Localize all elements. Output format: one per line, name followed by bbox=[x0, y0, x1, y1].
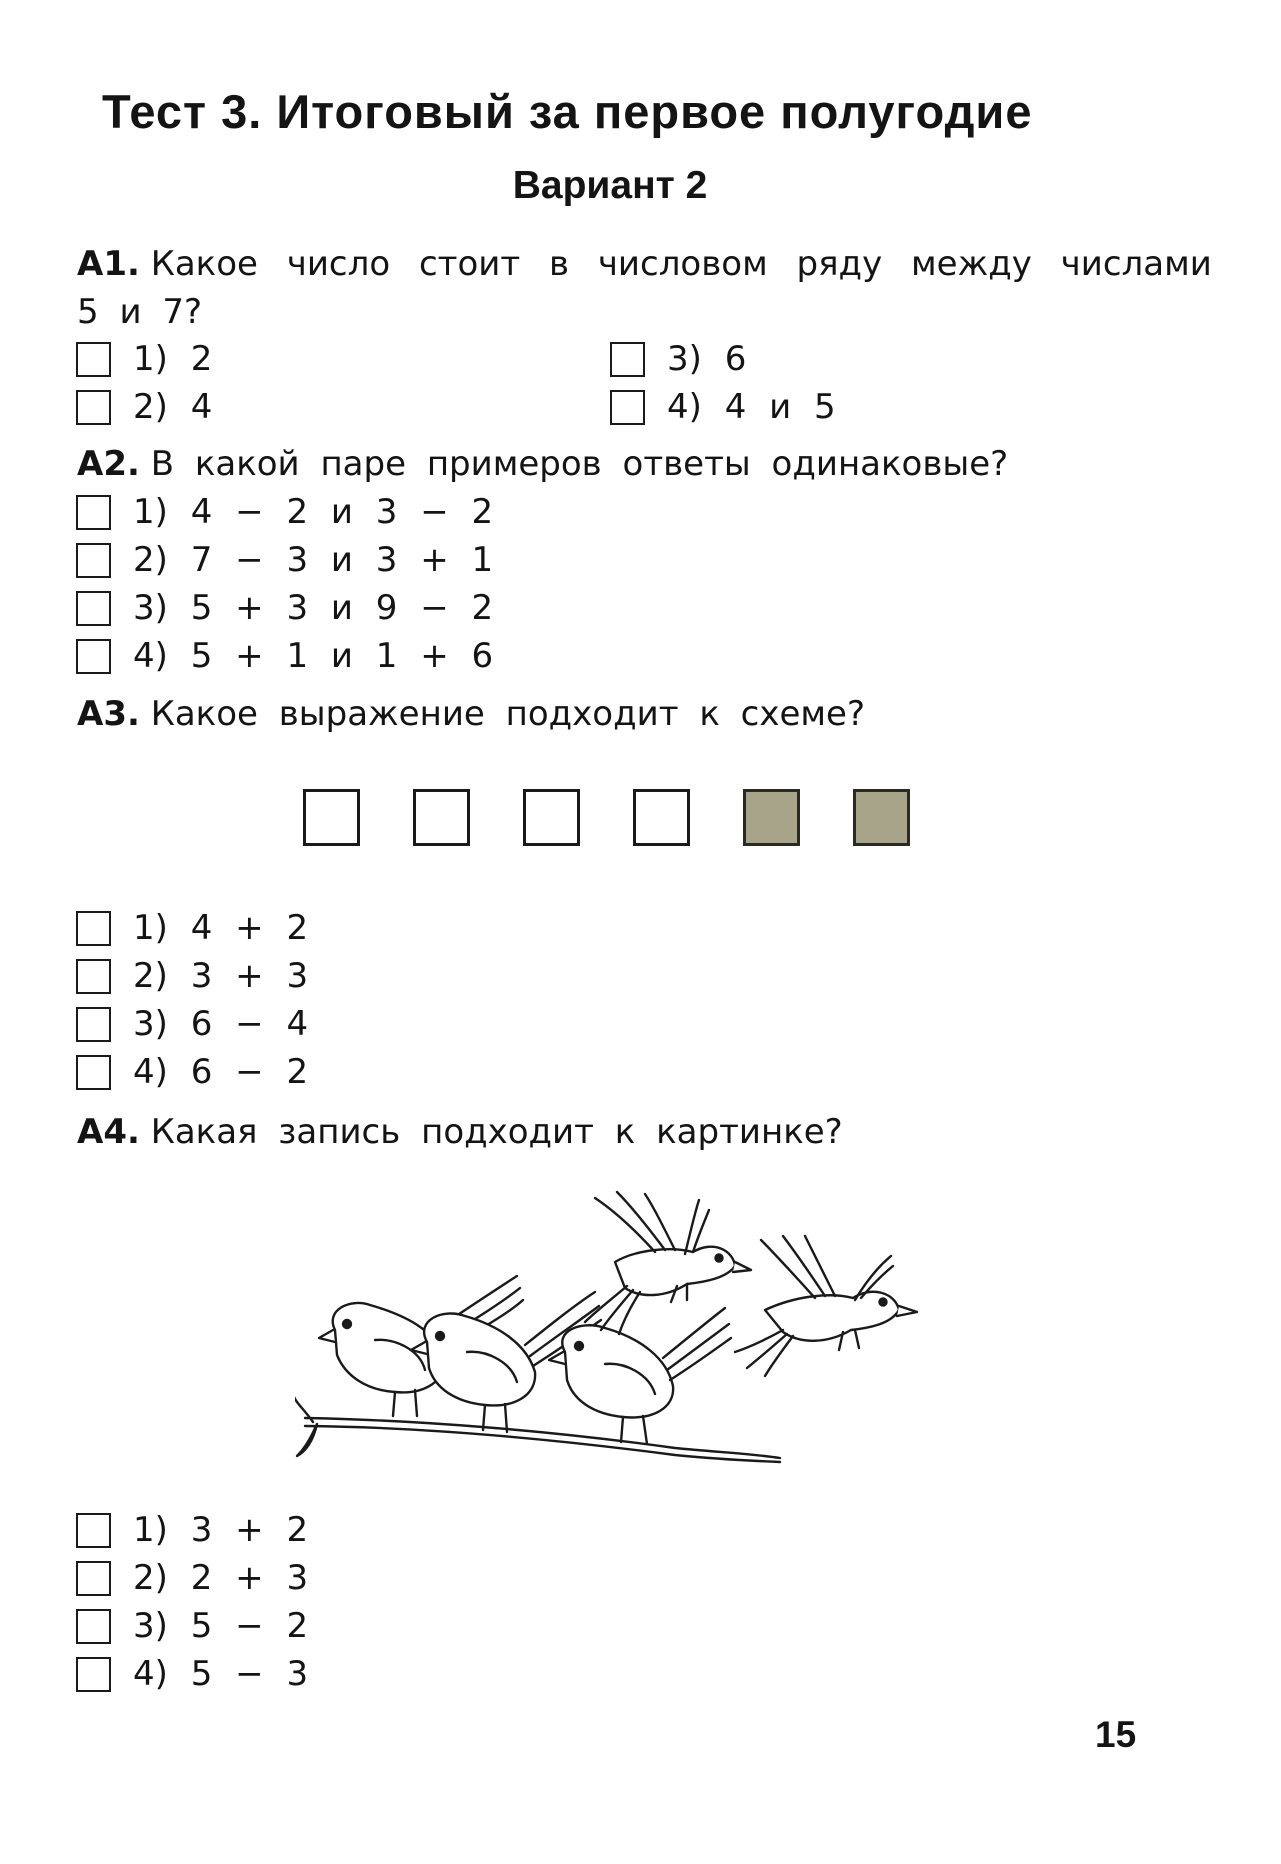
question-text: Какое число стоит в числовом ряду между числами bbox=[150, 244, 1212, 284]
option-label: 3) 6 bbox=[667, 339, 747, 379]
answer-checkbox[interactable] bbox=[76, 390, 111, 425]
option-label: 3) 6 − 4 bbox=[133, 1004, 309, 1044]
answer-checkbox[interactable] bbox=[76, 1007, 111, 1042]
answer-checkbox[interactable] bbox=[76, 639, 111, 674]
scheme-diagram bbox=[303, 789, 910, 846]
option-label: 2) 3 + 3 bbox=[133, 956, 309, 996]
option-a2-1[interactable] bbox=[76, 490, 493, 534]
answer-checkbox[interactable] bbox=[76, 1657, 111, 1692]
option-label: 4) 5 + 1 и 1 + 6 bbox=[133, 636, 494, 676]
answer-checkbox[interactable] bbox=[76, 591, 111, 626]
option-label: 4) 5 − 3 bbox=[133, 1654, 309, 1694]
option-label: 1) 3 + 2 bbox=[133, 1510, 309, 1550]
option-a4-2[interactable] bbox=[76, 1556, 308, 1600]
flying-bird bbox=[735, 1236, 917, 1376]
variant-heading: Вариант 2 bbox=[512, 164, 708, 207]
option-label: 3) 5 + 3 и 9 − 2 bbox=[133, 588, 494, 628]
branch bbox=[295, 1394, 780, 1462]
answer-checkbox[interactable] bbox=[76, 959, 111, 994]
answer-checkbox[interactable] bbox=[76, 342, 111, 377]
question-text-continued: 5 и 7? bbox=[77, 292, 203, 332]
option-label: 1) 2 bbox=[133, 339, 213, 379]
answer-checkbox[interactable] bbox=[76, 1561, 111, 1596]
question-text: Какая запись подходит к картинке? bbox=[150, 1112, 843, 1152]
scheme-empty-square bbox=[413, 789, 470, 846]
question-number: A4. bbox=[77, 1112, 140, 1152]
option-a4-3[interactable] bbox=[76, 1604, 308, 1648]
question-number: A2. bbox=[77, 444, 140, 484]
answer-checkbox[interactable] bbox=[76, 911, 111, 946]
option-a1-2[interactable] bbox=[76, 385, 212, 429]
option-a4-4[interactable] bbox=[76, 1652, 308, 1696]
question-a2 bbox=[77, 440, 1008, 488]
option-a2-2[interactable] bbox=[76, 538, 493, 582]
option-label: 4) 4 и 5 bbox=[667, 387, 836, 427]
option-a1-3[interactable] bbox=[610, 337, 746, 381]
flying-bird bbox=[585, 1192, 751, 1334]
birds-illustration bbox=[295, 1180, 935, 1480]
answer-checkbox[interactable] bbox=[76, 543, 111, 578]
question-a1-line2 bbox=[77, 288, 202, 336]
answer-checkbox[interactable] bbox=[76, 495, 111, 530]
question-text: Какое выражение подходит к схеме? bbox=[150, 694, 866, 734]
option-label: 2) 2 + 3 bbox=[133, 1558, 309, 1598]
option-a3-4[interactable] bbox=[76, 1050, 308, 1094]
question-a1 bbox=[77, 240, 1212, 288]
scheme-shaded-square bbox=[853, 789, 910, 846]
question-a3 bbox=[77, 690, 865, 738]
question-number: A1. bbox=[77, 244, 140, 284]
question-text: В какой паре примеров ответы одинаковые? bbox=[150, 444, 1009, 484]
option-a3-3[interactable] bbox=[76, 1002, 308, 1046]
option-label: 2) 7 − 3 и 3 + 1 bbox=[133, 540, 494, 580]
option-a3-1[interactable] bbox=[76, 906, 308, 950]
page-number: 15 bbox=[1095, 1714, 1137, 1755]
scheme-empty-square bbox=[303, 789, 360, 846]
scheme-empty-square bbox=[523, 789, 580, 846]
option-label: 1) 4 + 2 bbox=[133, 908, 309, 948]
question-number: A3. bbox=[77, 694, 140, 734]
option-a1-4[interactable] bbox=[610, 385, 836, 429]
option-a3-2[interactable] bbox=[76, 954, 308, 998]
scheme-shaded-square bbox=[743, 789, 800, 846]
answer-checkbox[interactable] bbox=[610, 390, 645, 425]
scheme-empty-square bbox=[633, 789, 690, 846]
perched-bird bbox=[549, 1308, 731, 1444]
option-a2-3[interactable] bbox=[76, 586, 493, 630]
question-a4 bbox=[77, 1108, 843, 1156]
option-label: 1) 4 − 2 и 3 − 2 bbox=[133, 492, 494, 532]
page-title: Тест 3. Итоговый за первое полугодие bbox=[102, 85, 1033, 138]
option-label: 2) 4 bbox=[133, 387, 213, 427]
option-label: 4) 6 − 2 bbox=[133, 1052, 309, 1092]
answer-checkbox[interactable] bbox=[610, 342, 645, 377]
option-a2-4[interactable] bbox=[76, 634, 493, 678]
answer-checkbox[interactable] bbox=[76, 1513, 111, 1548]
option-a1-1[interactable] bbox=[76, 337, 212, 381]
option-label: 3) 5 − 2 bbox=[133, 1606, 309, 1646]
answer-checkbox[interactable] bbox=[76, 1055, 111, 1090]
answer-checkbox[interactable] bbox=[76, 1609, 111, 1644]
option-a4-1[interactable] bbox=[76, 1508, 308, 1552]
